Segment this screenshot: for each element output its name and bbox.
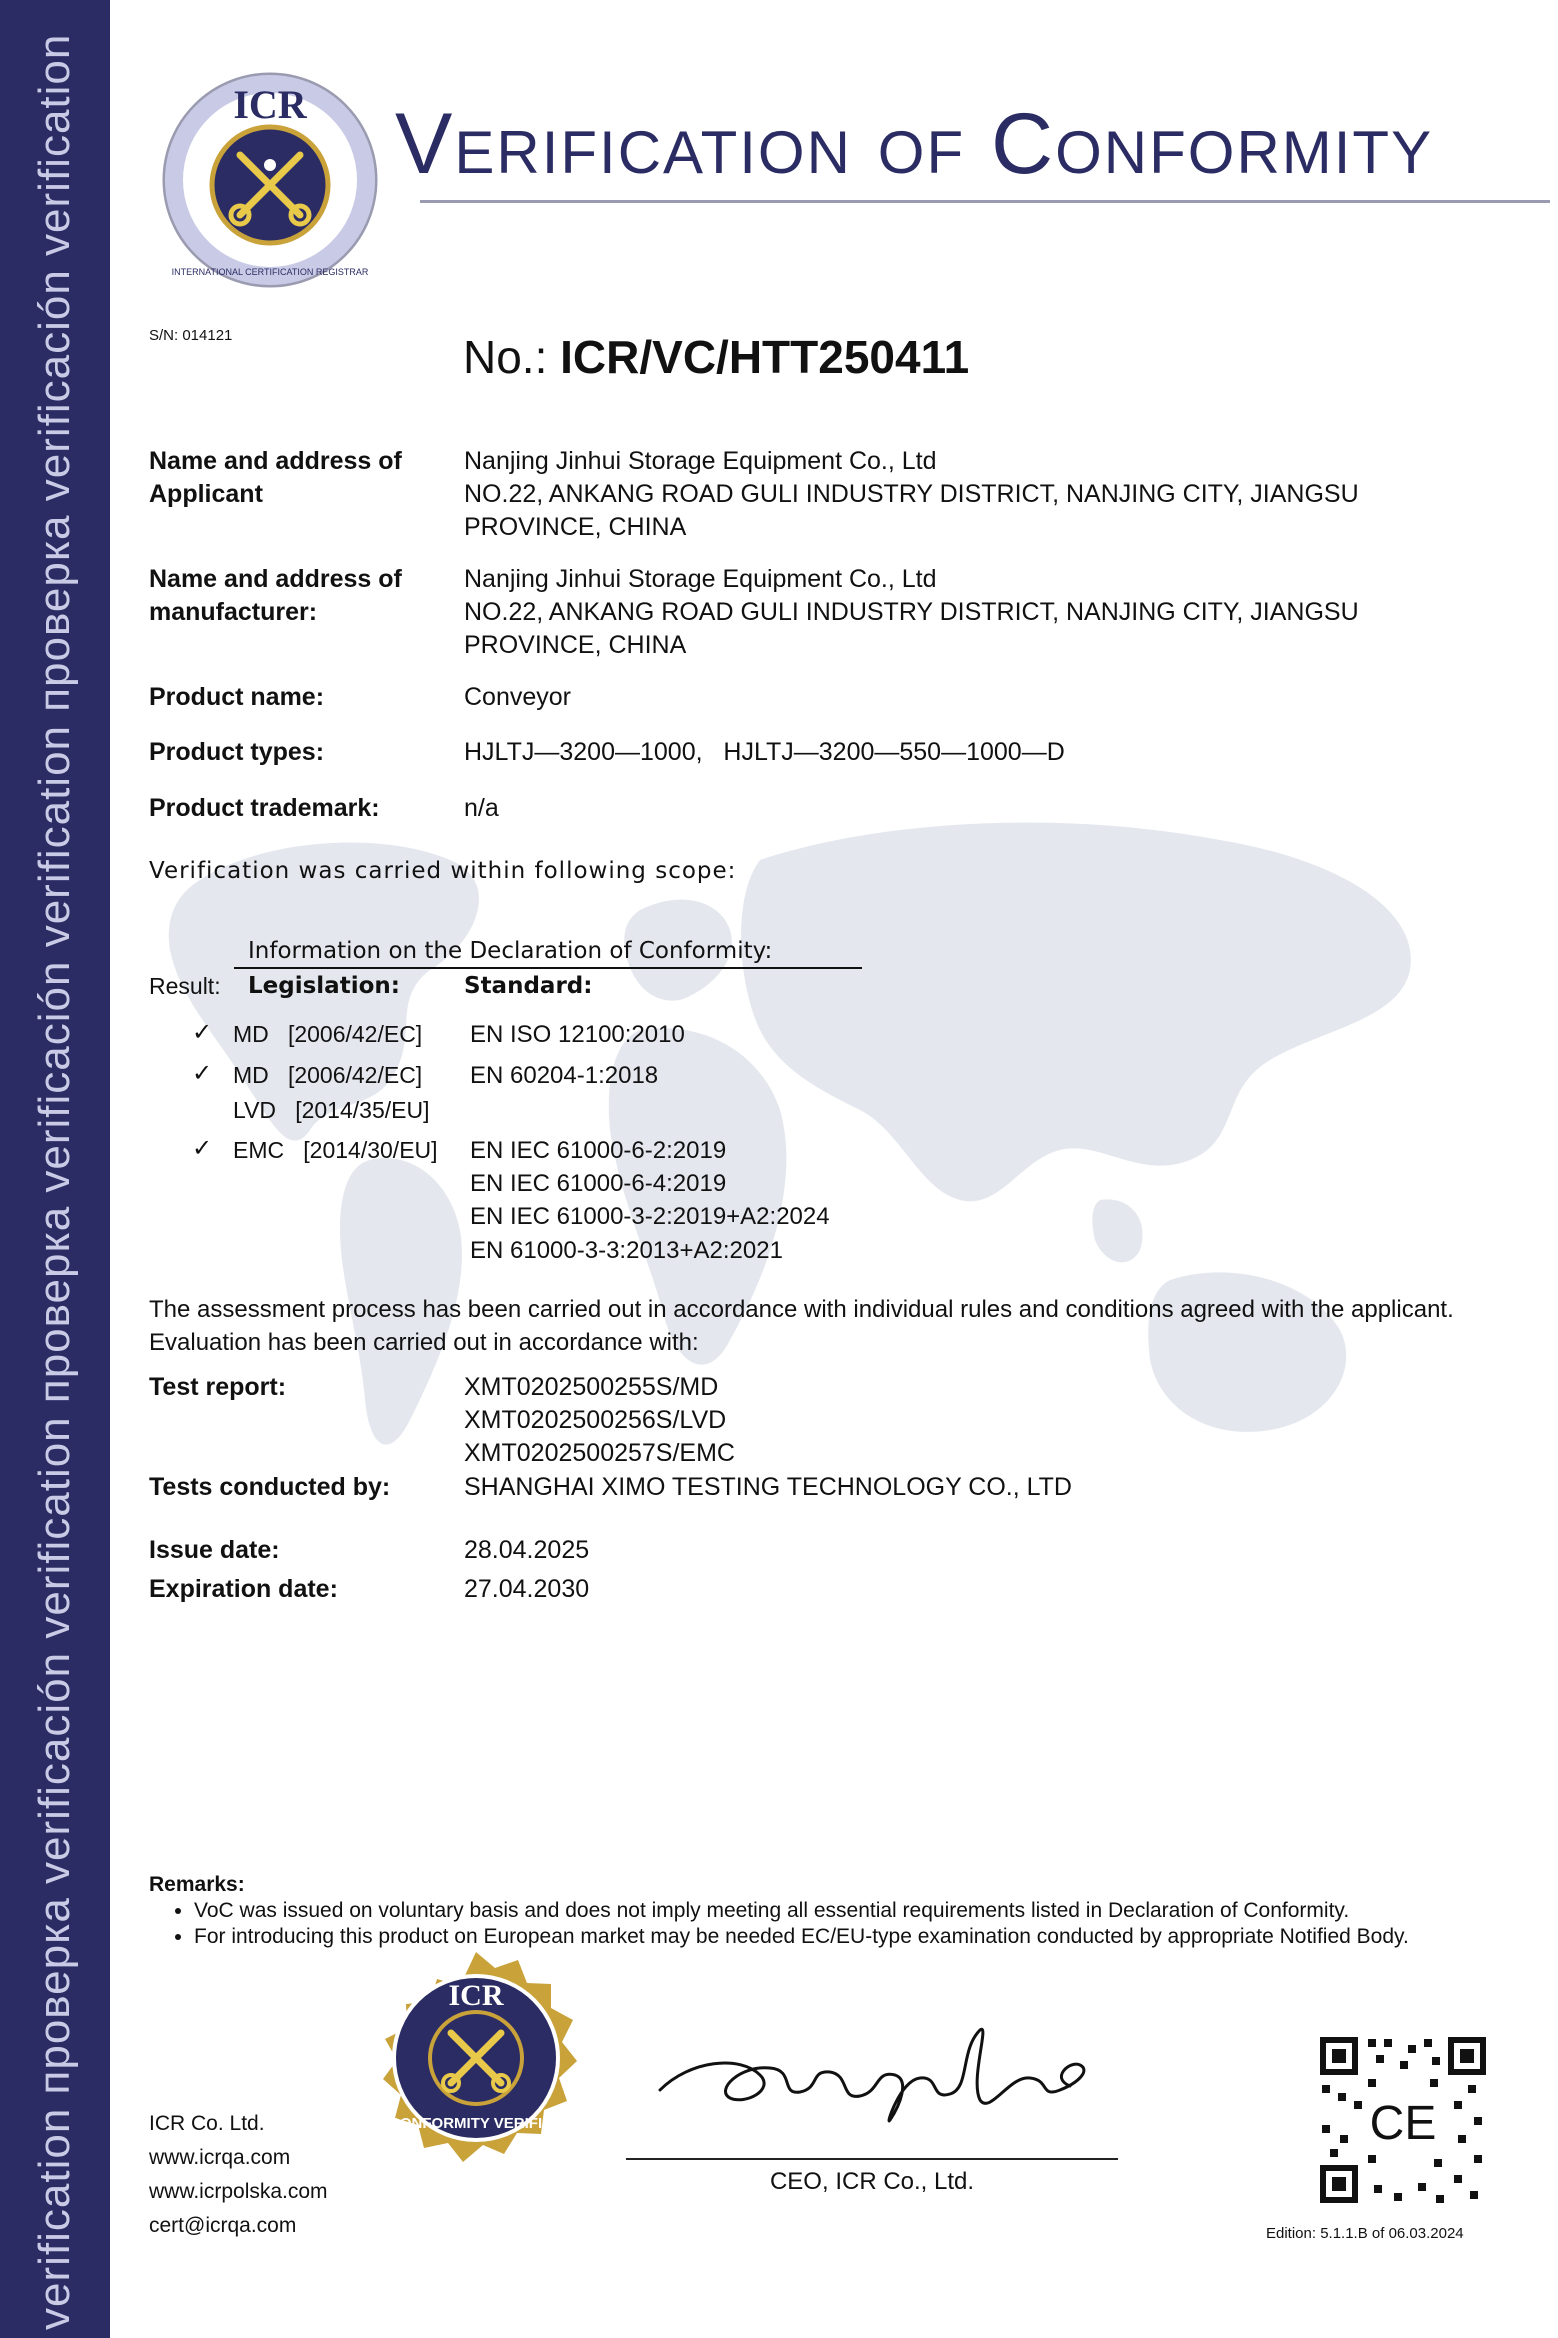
test-report-item: XMT0202500257S/EMC — [464, 1439, 735, 1467]
scope-text: Verification was carried within following scope: — [149, 858, 737, 884]
check-icon: ✓ — [192, 1019, 213, 1046]
legislation-row-2b: LVD [2014/35/EU] — [233, 1097, 430, 1123]
standard-row-3a: EN IEC 61000-6-2:2019 — [470, 1137, 727, 1164]
serial-number: S/N: 014121 — [149, 327, 233, 344]
applicant-value — [464, 445, 1464, 544]
contact-block — [149, 2107, 328, 2243]
standard-row-3c: EN IEC 61000-3-2:2019+A2:2024 — [470, 1203, 830, 1230]
declaration-title: Information on the Declaration of Conformity: — [234, 935, 862, 969]
test-report-values — [464, 1371, 1464, 1470]
assessment-line-1: The assessment process has been carried out in accordance with individual rules and conditions agreed with the applicant. — [149, 1296, 1454, 1323]
legislation-row-2a: MD [2006/42/EC] — [233, 1062, 423, 1088]
contact-company: ICR Co. Ltd. — [149, 2112, 265, 2135]
sidebar-band — [0, 0, 110, 2338]
manufacturer-label: Name and address of manufacturer: — [149, 565, 402, 626]
result-label: Result: — [149, 973, 221, 999]
remarks — [149, 1872, 1529, 1950]
assessment-line-2: Evaluation has been carried out in accordance with: — [149, 1329, 699, 1356]
product-types-label: Product types: — [149, 738, 325, 766]
icr-logo — [160, 70, 380, 290]
contact-site-1: www.icrqa.com — [149, 2146, 291, 2169]
manufacturer-address: NO.22, ANKANG ROAD GULI INDUSTRY DISTRICT, NANJING CITY, JIANGSU PROVINCE, CHINA — [464, 598, 1359, 659]
test-report-label: Test report: — [149, 1373, 287, 1401]
issue-date-label: Issue date: — [149, 1536, 280, 1564]
legislation-header: Legislation: — [248, 973, 400, 999]
applicant-name: Nanjing Jinhui Storage Equipment Co., Ltd — [464, 447, 937, 475]
sidebar-watermark-text: verification проверка verificación verification проверка verificación verification проверка verificación verification — [30, 33, 79, 2330]
standard-row-2: EN 60204-1:2018 — [470, 1062, 659, 1089]
logo-letters: ICR — [233, 82, 307, 127]
cert-no-label: No.: — [463, 331, 548, 383]
product-trademark-value: n/a — [464, 794, 499, 822]
test-report-item: XMT0202500255S/MD — [464, 1373, 719, 1401]
legislation-row-3: EMC [2014/30/EU] — [233, 1137, 438, 1163]
document-title: Verification of Conformity — [395, 96, 1434, 192]
remark-item: • VoC was issued on voluntary basis and does not imply meeting all essential requirements listed in Declaration of Conformity. — [194, 1898, 1529, 1924]
ceo-signature — [650, 2020, 1100, 2130]
standard-row-3b: EN IEC 61000-6-4:2019 — [470, 1170, 727, 1197]
legislation-row-1: MD [2006/42/EC] — [233, 1021, 423, 1047]
contact-email: cert@icrqa.com — [149, 2214, 297, 2237]
product-types-value: HJLTJ—3200—1000, HJLTJ—3200—550—1000—D — [464, 738, 1065, 766]
standard-header: Standard: — [464, 973, 593, 999]
expiration-date-value: 27.04.2030 — [464, 1575, 590, 1603]
remark-item: • For introducing this product on European market may be needed EC/EU-type examination conducted by appropriate Notified Body. — [194, 1924, 1529, 1950]
seal-ring-text: CONFORMITY VERIFIED — [389, 2115, 563, 2132]
check-icon: ✓ — [192, 1135, 213, 1162]
ce-mark: CE — [1369, 2097, 1437, 2150]
standard-row-1: EN ISO 12100:2010 — [470, 1021, 685, 1048]
check-icon: ✓ — [192, 1060, 213, 1087]
contact-site-2: www.icrpolska.com — [149, 2180, 328, 2203]
title-underline — [420, 200, 1550, 203]
applicant-label: Name and address of Applicant — [149, 447, 402, 508]
signature-caption: CEO, ICR Co., Ltd. — [769, 2168, 975, 2195]
manufacturer-value — [464, 563, 1464, 662]
certificate-number — [463, 330, 969, 384]
tests-by-label: Tests conducted by: — [149, 1473, 391, 1501]
issue-date-value: 28.04.2025 — [464, 1536, 590, 1564]
conformity-seal — [355, 1950, 598, 2193]
standard-row-3d: EN 61000-3-3:2013+A2:2021 — [470, 1237, 783, 1264]
manufacturer-name: Nanjing Jinhui Storage Equipment Co., Ltd — [464, 565, 937, 593]
signature-line — [626, 2158, 1118, 2160]
edition-text: Edition: 5.1.1.B of 06.03.2024 — [1266, 2225, 1464, 2242]
seal-letters: ICR — [448, 1979, 504, 2012]
remarks-title: Remarks: — [149, 1873, 245, 1896]
product-name-value: Conveyor — [464, 683, 571, 711]
applicant-address: NO.22, ANKANG ROAD GULI INDUSTRY DISTRICT, NANJING CITY, JIANGSU PROVINCE, CHINA — [464, 480, 1359, 541]
test-report-item: XMT0202500256S/LVD — [464, 1406, 727, 1434]
cert-no-value: ICR/VC/HTT250411 — [560, 331, 970, 383]
product-trademark-label: Product trademark: — [149, 794, 380, 822]
logo-ring-text: INTERNATIONAL CERTIFICATION REGISTRAR — [171, 267, 369, 277]
qr-code — [1318, 2035, 1488, 2205]
tests-by-value: SHANGHAI XIMO TESTING TECHNOLOGY CO., LTD — [464, 1473, 1072, 1501]
product-name-label: Product name: — [149, 683, 325, 711]
expiration-date-label: Expiration date: — [149, 1575, 338, 1603]
